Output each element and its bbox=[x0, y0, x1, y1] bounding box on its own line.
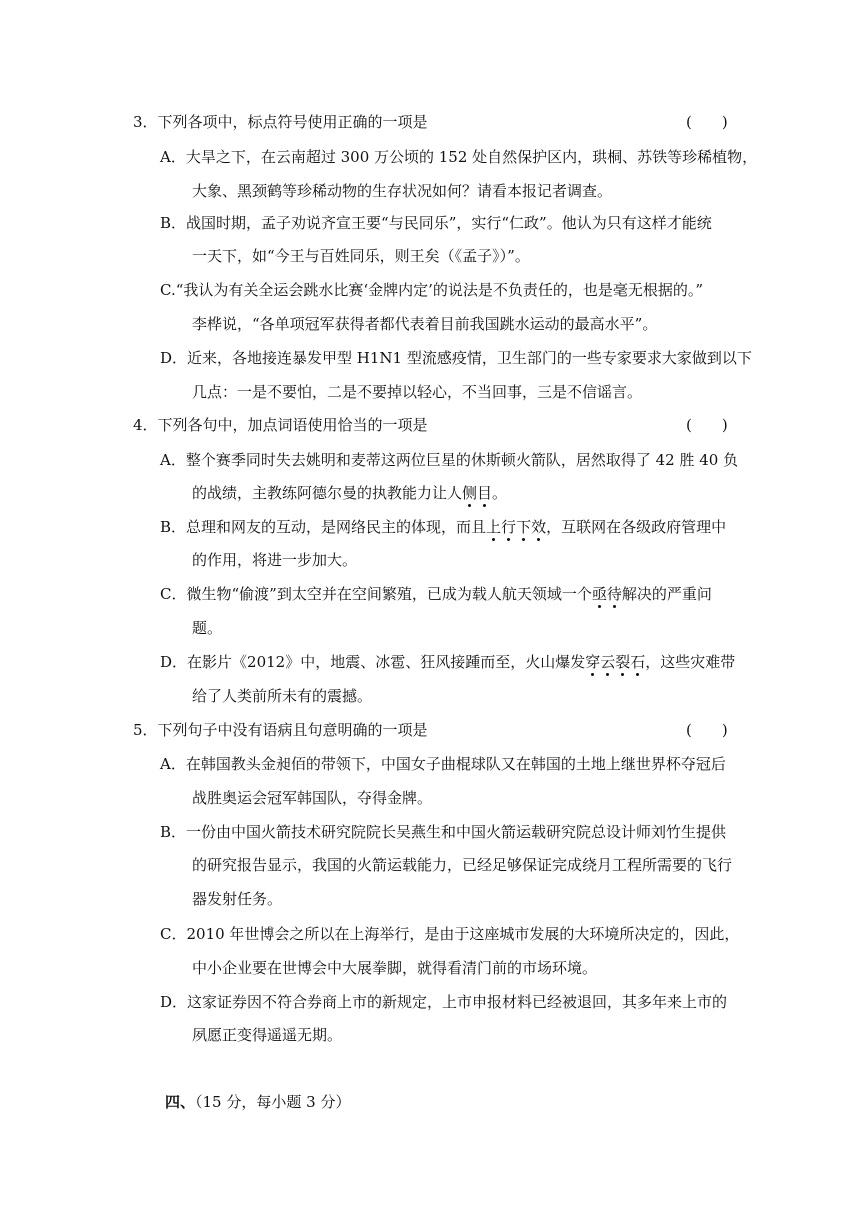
section-number: 四、 bbox=[165, 1093, 196, 1111]
emphasis-char: 上 bbox=[486, 518, 502, 536]
question-4-option-c bbox=[160, 584, 712, 604]
question-3-option-c: C.“我认为有关全运会跳水比赛‘金牌内定’的说法是不负责任的，也是毫无根据的。” bbox=[160, 281, 704, 299]
text: 解决的严重问 bbox=[621, 585, 712, 603]
question-5-option-d-cont: 夙愿正变得遥遥无期。 bbox=[192, 1026, 343, 1044]
question-4-option-a-cont bbox=[192, 483, 507, 503]
text: 。 bbox=[492, 484, 508, 502]
question-3-option-c-cont: 李桦说，“各单项冠军获得者都代表着目前我国跳水运动的最高水平”。 bbox=[192, 315, 658, 333]
emphasis-char: 云 bbox=[600, 653, 616, 671]
emphasis-char: 效 bbox=[531, 518, 547, 536]
question-4-stem: 4．下列各句中，加点词语使用恰当的一项是 bbox=[133, 416, 428, 434]
question-5-answer-blank: ( ) bbox=[686, 721, 728, 739]
question-5-option-a-cont: 战胜奥运会冠军韩国队，夺得金牌。 bbox=[192, 789, 433, 807]
emphasis-char: 待 bbox=[606, 585, 622, 603]
dotted-word bbox=[462, 484, 492, 502]
question-4-option-b bbox=[160, 517, 726, 537]
emphasis-char: 石 bbox=[630, 653, 646, 671]
emphasis-char: 亟 bbox=[591, 585, 607, 603]
dotted-word bbox=[592, 585, 622, 603]
emphasis-char: 目 bbox=[477, 484, 493, 502]
question-5-option-b: B．一份由中国火箭技术研究院院长吴燕生和中国火箭运载研究院总设计师刘竹生提供 bbox=[160, 823, 727, 841]
question-4-option-a: A．整个赛季同时失去姚明和麦蒂这两位巨星的休斯顿火箭队，居然取得了 42 胜 40 负 bbox=[160, 451, 739, 469]
question-5-option-b-cont: 的研究报告显示，我国的火箭运载能力，已经足够保证完成绕月工程所需要的飞行 bbox=[192, 856, 733, 874]
text: ，这些灾难带 bbox=[645, 653, 736, 671]
dotted-word bbox=[585, 653, 645, 671]
question-4-option-d bbox=[160, 652, 735, 672]
emphasis-char: 下 bbox=[516, 518, 532, 536]
emphasis-char: 行 bbox=[501, 518, 517, 536]
text: C．微生物“偷渡”到太空并在空间繁殖，已成为载人航天领域一个 bbox=[160, 585, 592, 603]
question-3-answer-blank: ( ) bbox=[686, 113, 728, 131]
text: ，互联网在各级政府管理中 bbox=[546, 518, 727, 536]
question-3-stem: 3．下列各项中，标点符号使用正确的一项是 bbox=[133, 113, 428, 131]
section-4-heading bbox=[165, 1092, 350, 1112]
question-3-option-a-cont: 大象、黑颈鹤等珍稀动物的生存状况如何？请看本报记者调查。 bbox=[192, 182, 613, 200]
section-note: （15 分，每小题 3 分） bbox=[195, 1093, 351, 1111]
dotted-word bbox=[486, 518, 546, 536]
question-5-option-c-cont: 中小企业要在世博会中大展拳脚，就得看清门前的市场环境。 bbox=[192, 959, 598, 977]
question-5-option-d: D．这家证券因不符合券商上市的新规定，上市申报材料已经被退回，其多年来上市的 bbox=[160, 993, 728, 1011]
question-3-option-a: A．大旱之下，在云南超过 300 万公顷的 152 处自然保护区内，珙桐、苏铁等珍稀植物， bbox=[160, 148, 758, 166]
emphasis-char: 侧 bbox=[462, 484, 478, 502]
question-5-option-a: A．在韩国教头金昶佰的带领下，中国女子曲棍球队又在韩国的土地上继世界杯夺冠后 bbox=[160, 755, 726, 773]
text: B．总理和网友的互动，是网络民主的体现，而且 bbox=[160, 518, 487, 536]
question-3-option-b-cont: 一天下，如“今王与百姓同乐，则王矣（《孟子》）”。 bbox=[192, 247, 530, 265]
emphasis-char: 穿 bbox=[585, 653, 601, 671]
question-4-answer-blank: ( ) bbox=[686, 416, 728, 434]
question-4-option-d-cont: 给了人类前所未有的震撼。 bbox=[192, 687, 373, 705]
question-4-option-c-cont: 题。 bbox=[192, 619, 223, 637]
question-3-option-d: D．近来，各地接连暴发甲型 H1N1 型流感疫情，卫生部门的一些专家要求大家做到以下 bbox=[160, 349, 752, 367]
question-3-option-b: B．战国时期，孟子劝说齐宣王要“与民同乐”，实行“仁政”。他认为只有这样才能统 bbox=[160, 214, 712, 232]
question-5-stem: 5．下列句子中没有语病且句意明确的一项是 bbox=[133, 721, 428, 739]
text: D．在影片《2012》中，地震、冰雹、狂风接踵而至，火山爆发 bbox=[160, 653, 586, 671]
question-5-option-b-cont2: 器发射任务。 bbox=[192, 890, 283, 908]
question-4-option-b-cont: 的作用，将进一步加大。 bbox=[192, 551, 358, 569]
question-3-option-d-cont: 几点：一是不要怕，二是不要掉以轻心，不当回事，三是不信谣言。 bbox=[192, 383, 643, 401]
text: 的战绩，主教练阿德尔曼的执教能力让人 bbox=[192, 484, 463, 502]
question-5-option-c: C．2010 年世博会之所以在上海举行，是由于这座城市发展的大环境所决定的，因此， bbox=[160, 925, 740, 943]
emphasis-char: 裂 bbox=[615, 653, 631, 671]
